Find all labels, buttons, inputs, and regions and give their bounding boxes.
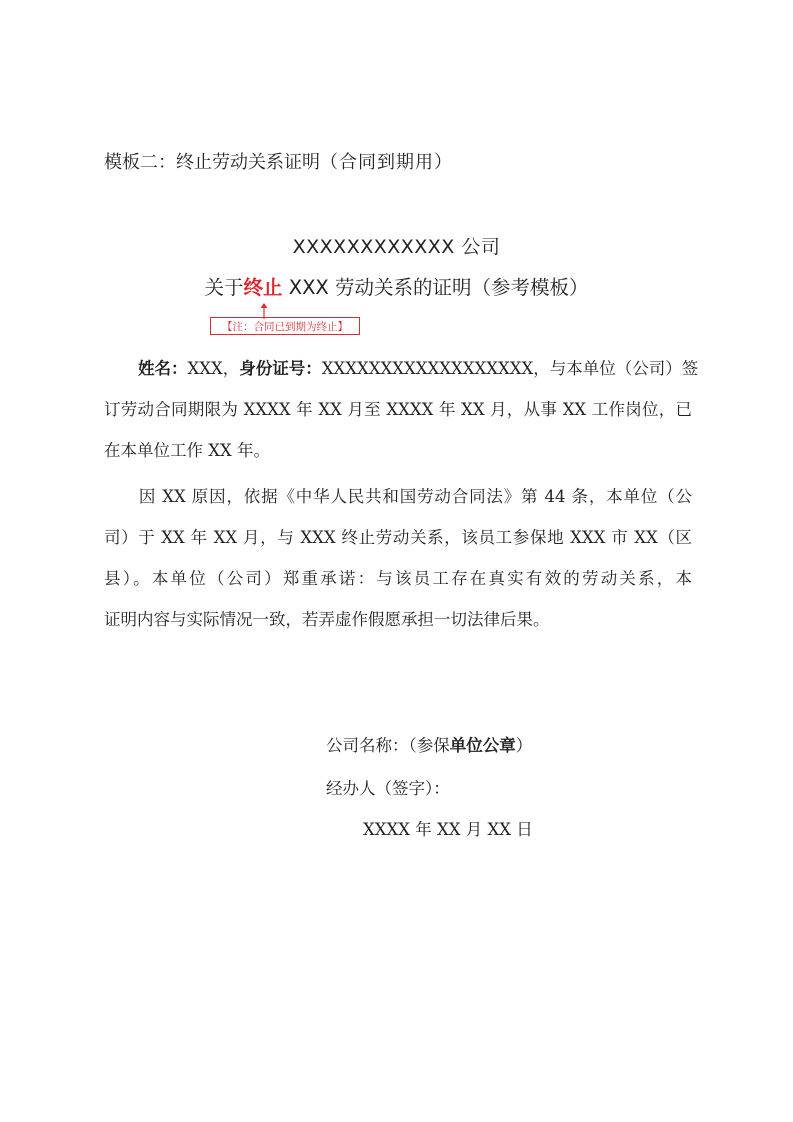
paragraph2-line4: 证明内容与实际情况一致，若弄虚作假愿承担一切法律后果。 <box>104 610 550 629</box>
signature-handler: 经办人（签字）： <box>326 779 450 798</box>
paragraph-termination <box>104 476 692 640</box>
paragraph2-line3: 县）。本单位（公司）郑重承诺：与该员工存在真实有效的劳动关系，本 <box>104 569 692 588</box>
paragraph1-line3: 在本单位工作 XX 年。 <box>104 441 270 460</box>
name-value: XXX， <box>187 359 240 378</box>
template-label-main: 模板二：终止劳动关系证明 <box>104 152 320 173</box>
template-label-paren: （合同到期用） <box>320 152 453 173</box>
company-seal: 单位公章 <box>449 736 516 755</box>
signature-date: XXXX 年 XX 月 XX 日 <box>363 820 533 839</box>
cert-title-highlight: 终止 <box>243 276 283 299</box>
id-label: 身份证号： <box>239 359 322 378</box>
paragraph2-line1 <box>104 476 692 517</box>
id-value-rest: XXXXXXXXXXXXXXXXXX，与本单位（公司）签 <box>321 359 699 378</box>
note-box: 【注：合同已到期为终止】 <box>210 317 360 335</box>
company-close: ） <box>515 736 533 755</box>
paragraph1-line2: 订劳动合同期限为 XXXX 年 XX 月至 XXXX 年 XX 月，从事 XX 工作岗位，已 <box>104 400 692 419</box>
template-label <box>104 148 453 174</box>
paragraph-employee-info <box>104 348 699 471</box>
signature-company <box>326 732 532 756</box>
name-label: 姓名： <box>138 359 188 378</box>
paragraph2-line1-text: 因 XX 原因，依据《中华人民共和国劳动合同法》第 44 条，本单位（公 <box>138 487 692 506</box>
certificate-title <box>0 272 793 300</box>
paragraph2-line2: 司）于 XX 年 XX 月，与 XXX 终止劳动关系，该员工参保地 XXX 市 XX（区 <box>104 528 692 547</box>
cert-title-suffix: XXX 劳动关系的证明（参考模板） <box>282 276 589 299</box>
paragraph1-line1 <box>104 348 699 389</box>
cert-title-prefix: 关于 <box>204 276 244 299</box>
company-title: XXXXXXXXXXXX 公司 <box>292 236 501 258</box>
company-label: 公司名称：（参保 <box>326 736 450 755</box>
